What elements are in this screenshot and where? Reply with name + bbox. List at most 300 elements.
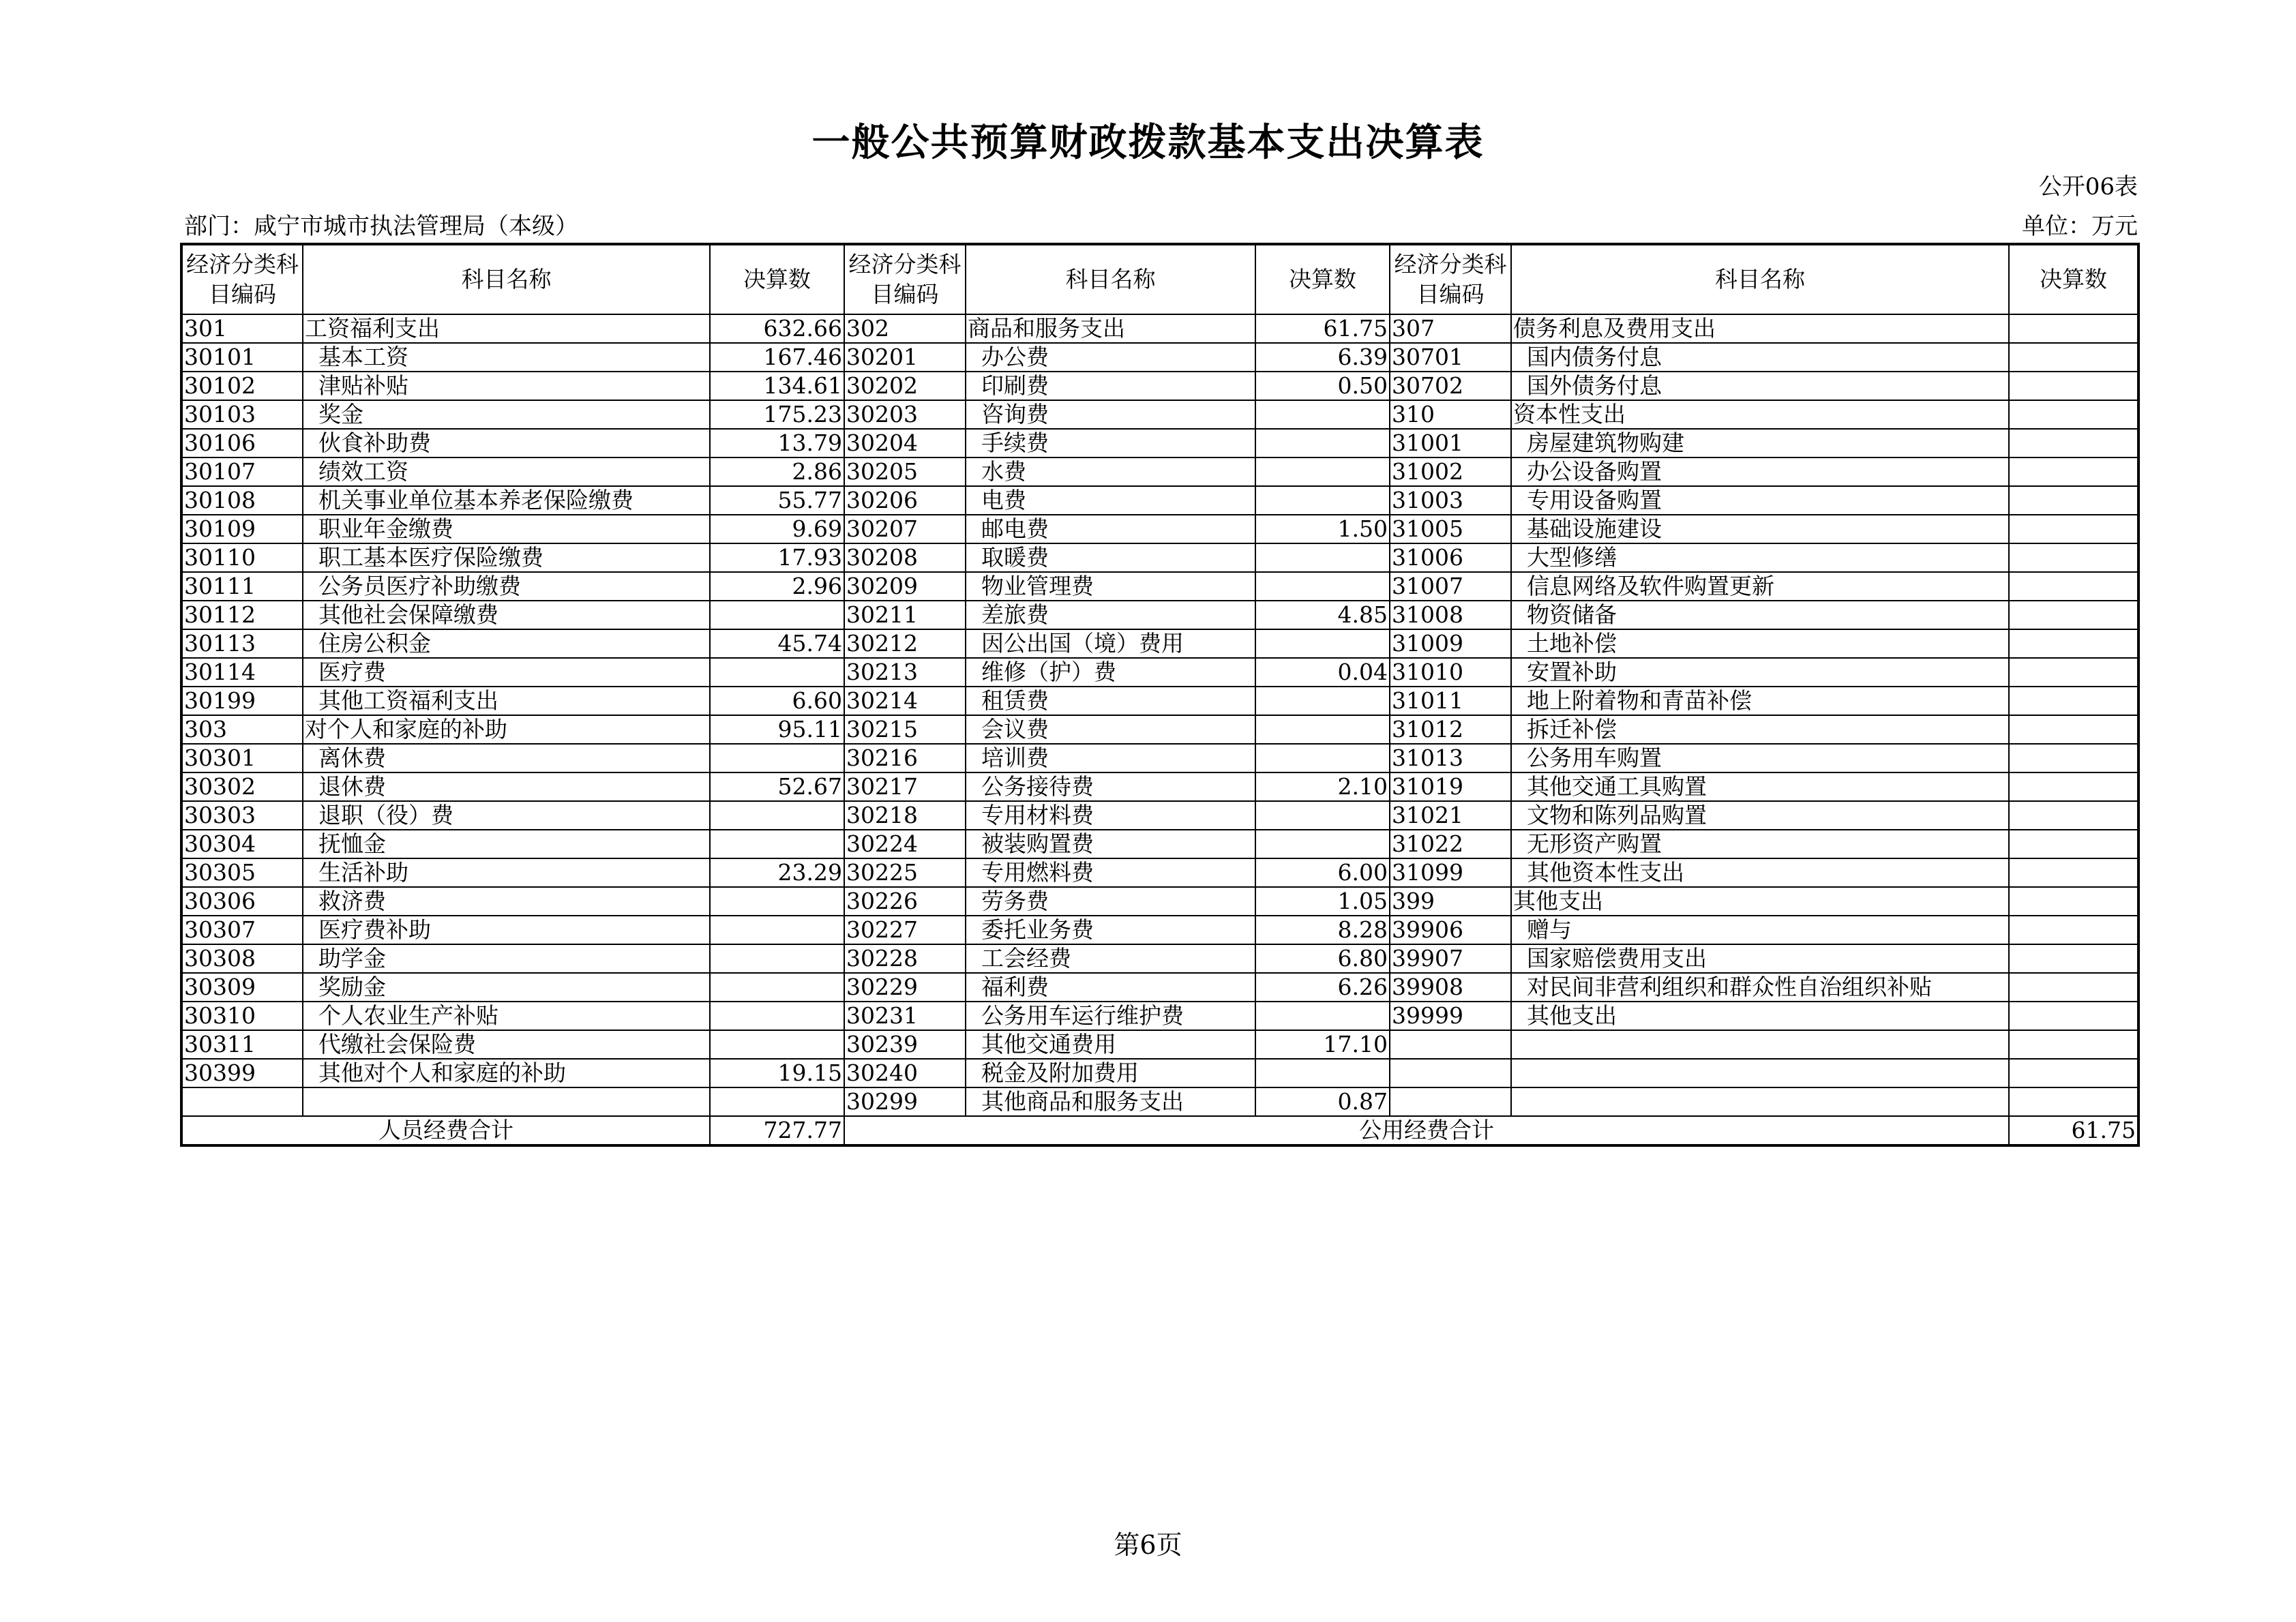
code-cell-1 — [181, 1087, 303, 1116]
code-cell-1: 30113 — [181, 629, 303, 658]
table-row — [181, 687, 2138, 715]
table-row — [181, 400, 2138, 429]
code-cell-1: 30306 — [181, 887, 303, 916]
name-cell-2: 专用材料费 — [966, 801, 1255, 830]
code-cell-3 — [1390, 1059, 1511, 1087]
code-cell-1: 30199 — [181, 687, 303, 715]
amount-cell-1 — [710, 973, 844, 1002]
code-cell-3: 31013 — [1390, 744, 1511, 772]
name-cell-2: 印刷费 — [966, 372, 1255, 400]
name-cell-1: 其他对个人和家庭的补助 — [303, 1059, 710, 1087]
code-cell-3: 31005 — [1390, 515, 1511, 543]
code-cell-1: 30302 — [181, 772, 303, 801]
table-id: 公开06表 — [2038, 173, 2138, 200]
table-row — [181, 457, 2138, 486]
name-cell-3: 土地补偿 — [1511, 629, 2009, 658]
code-cell-2: 30231 — [844, 1002, 966, 1030]
amount-cell-3 — [2009, 801, 2138, 830]
amount-cell-1: 632.66 — [710, 314, 844, 343]
table-row — [181, 429, 2138, 457]
code-cell-3: 31009 — [1390, 629, 1511, 658]
amount-cell-1 — [710, 1002, 844, 1030]
amount-cell-3 — [2009, 572, 2138, 601]
amount-cell-1 — [710, 887, 844, 916]
code-cell-2: 302 — [844, 314, 966, 343]
name-cell-3: 其他支出 — [1511, 887, 2009, 916]
amount-cell-3 — [2009, 486, 2138, 515]
name-cell-2: 水费 — [966, 457, 1255, 486]
amount-cell-2: 1.50 — [1255, 515, 1390, 543]
code-cell-2: 30224 — [844, 830, 966, 858]
name-cell-3: 信息网络及软件购置更新 — [1511, 572, 2009, 601]
page-title: 一般公共预算财政拨款基本支出决算表 — [811, 120, 1485, 165]
amount-cell-1: 175.23 — [710, 400, 844, 429]
amount-cell-1: 45.74 — [710, 629, 844, 658]
table-row — [181, 486, 2138, 515]
table-row — [181, 858, 2138, 887]
code-cell-2: 30239 — [844, 1030, 966, 1059]
name-cell-1: 公务员医疗补助缴费 — [303, 572, 710, 601]
code-cell-2: 30229 — [844, 973, 966, 1002]
name-cell-2: 劳务费 — [966, 887, 1255, 916]
name-cell-1: 其他社会保障缴费 — [303, 601, 710, 629]
table-row — [181, 515, 2138, 543]
table-row — [181, 343, 2138, 372]
code-cell-1: 30101 — [181, 343, 303, 372]
code-cell-1: 30102 — [181, 372, 303, 400]
amount-cell-1 — [710, 830, 844, 858]
page-number: 第6页 — [1114, 1530, 1182, 1560]
name-cell-3 — [1511, 1087, 2009, 1116]
code-cell-2: 30209 — [844, 572, 966, 601]
name-cell-1: 医疗费补助 — [303, 916, 710, 944]
name-cell-2: 会议费 — [966, 715, 1255, 744]
name-cell-1: 基本工资 — [303, 343, 710, 372]
expenditure-table — [180, 243, 2140, 1147]
header-row — [181, 244, 2138, 314]
amount-cell-2: 0.87 — [1255, 1087, 1390, 1116]
amount-cell-3 — [2009, 1030, 2138, 1059]
amount-cell-3 — [2009, 372, 2138, 400]
name-cell-1: 医疗费 — [303, 658, 710, 687]
name-cell-2: 取暖费 — [966, 543, 1255, 572]
amount-cell-3 — [2009, 1087, 2138, 1116]
amount-cell-2: 4.85 — [1255, 601, 1390, 629]
amount-cell-1: 52.67 — [710, 772, 844, 801]
code-cell-3: 30701 — [1390, 343, 1511, 372]
code-cell-2: 30228 — [844, 944, 966, 973]
code-cell-1: 30305 — [181, 858, 303, 887]
amount-cell-2: 0.04 — [1255, 658, 1390, 687]
amount-cell-1 — [710, 744, 844, 772]
name-cell-1: 个人农业生产补贴 — [303, 1002, 710, 1030]
amount-cell-2 — [1255, 400, 1390, 429]
amount-cell-2: 6.39 — [1255, 343, 1390, 372]
code-cell-2: 30205 — [844, 457, 966, 486]
code-cell-1: 301 — [181, 314, 303, 343]
name-cell-1: 津贴补贴 — [303, 372, 710, 400]
amount-cell-1: 2.96 — [710, 572, 844, 601]
table-row — [181, 1059, 2138, 1087]
code-cell-3: 39906 — [1390, 916, 1511, 944]
amount-cell-2: 8.28 — [1255, 916, 1390, 944]
code-cell-1: 30114 — [181, 658, 303, 687]
name-cell-3: 大型修缮 — [1511, 543, 2009, 572]
code-cell-3: 399 — [1390, 887, 1511, 916]
code-cell-1: 30311 — [181, 1030, 303, 1059]
code-cell-2: 30212 — [844, 629, 966, 658]
amount-cell-3 — [2009, 343, 2138, 372]
header-amount-2: 决算数 — [1255, 244, 1390, 314]
name-cell-2: 委托业务费 — [966, 916, 1255, 944]
amount-cell-3 — [2009, 429, 2138, 457]
name-cell-3 — [1511, 1030, 2009, 1059]
amount-cell-2: 6.80 — [1255, 944, 1390, 973]
amount-cell-1: 23.29 — [710, 858, 844, 887]
name-cell-3: 其他支出 — [1511, 1002, 2009, 1030]
amount-cell-2 — [1255, 572, 1390, 601]
amount-cell-2 — [1255, 1002, 1390, 1030]
code-cell-3: 31003 — [1390, 486, 1511, 515]
name-cell-3: 专用设备购置 — [1511, 486, 2009, 515]
amount-cell-3 — [2009, 457, 2138, 486]
table-row — [181, 801, 2138, 830]
table-row — [181, 944, 2138, 973]
name-cell-3: 其他交通工具购置 — [1511, 772, 2009, 801]
code-cell-2: 30203 — [844, 400, 966, 429]
name-cell-3: 安置补助 — [1511, 658, 2009, 687]
amount-cell-3 — [2009, 744, 2138, 772]
name-cell-2: 咨询费 — [966, 400, 1255, 429]
code-cell-2: 30204 — [844, 429, 966, 457]
code-cell-3: 31021 — [1390, 801, 1511, 830]
name-cell-2: 租赁费 — [966, 687, 1255, 715]
name-cell-3: 国内债务付息 — [1511, 343, 2009, 372]
code-cell-3: 31019 — [1390, 772, 1511, 801]
code-cell-2: 30217 — [844, 772, 966, 801]
code-cell-2: 30215 — [844, 715, 966, 744]
amount-cell-1: 167.46 — [710, 343, 844, 372]
name-cell-2: 办公费 — [966, 343, 1255, 372]
table-row — [181, 372, 2138, 400]
code-cell-1: 303 — [181, 715, 303, 744]
code-cell-1: 30111 — [181, 572, 303, 601]
code-cell-2: 30216 — [844, 744, 966, 772]
amount-cell-1 — [710, 1087, 844, 1116]
code-cell-3 — [1390, 1087, 1511, 1116]
code-cell-2: 30206 — [844, 486, 966, 515]
header-name-1: 科目名称 — [303, 244, 710, 314]
amount-cell-1 — [710, 916, 844, 944]
totals-row — [181, 1116, 2138, 1145]
amount-cell-3 — [2009, 400, 2138, 429]
amount-cell-2: 17.10 — [1255, 1030, 1390, 1059]
name-cell-1: 代缴社会保险费 — [303, 1030, 710, 1059]
name-cell-1: 离休费 — [303, 744, 710, 772]
code-cell-1: 30307 — [181, 916, 303, 944]
name-cell-2: 商品和服务支出 — [966, 314, 1255, 343]
name-cell-1: 助学金 — [303, 944, 710, 973]
amount-cell-3 — [2009, 887, 2138, 916]
table-row — [181, 1030, 2138, 1059]
code-cell-3: 30702 — [1390, 372, 1511, 400]
code-cell-1: 30399 — [181, 1059, 303, 1087]
name-cell-3: 其他资本性支出 — [1511, 858, 2009, 887]
amount-cell-1: 134.61 — [710, 372, 844, 400]
amount-cell-1: 17.93 — [710, 543, 844, 572]
amount-cell-3 — [2009, 1002, 2138, 1030]
code-cell-3: 31099 — [1390, 858, 1511, 887]
code-cell-1: 30109 — [181, 515, 303, 543]
code-cell-3: 31012 — [1390, 715, 1511, 744]
name-cell-3: 资本性支出 — [1511, 400, 2009, 429]
name-cell-1: 职工基本医疗保险缴费 — [303, 543, 710, 572]
table-row — [181, 629, 2138, 658]
amount-cell-2 — [1255, 543, 1390, 572]
code-cell-3: 31022 — [1390, 830, 1511, 858]
code-cell-3: 31006 — [1390, 543, 1511, 572]
header-code-3: 经济分类科目编码 — [1390, 244, 1511, 314]
code-cell-2: 30240 — [844, 1059, 966, 1087]
name-cell-2: 物业管理费 — [966, 572, 1255, 601]
code-cell-1: 30308 — [181, 944, 303, 973]
table-row — [181, 543, 2138, 572]
amount-cell-2 — [1255, 801, 1390, 830]
amount-cell-2: 61.75 — [1255, 314, 1390, 343]
code-cell-3: 39908 — [1390, 973, 1511, 1002]
code-cell-1: 30309 — [181, 973, 303, 1002]
code-cell-2: 30225 — [844, 858, 966, 887]
table-row — [181, 314, 2138, 343]
name-cell-1: 对个人和家庭的补助 — [303, 715, 710, 744]
amount-cell-2 — [1255, 629, 1390, 658]
name-cell-2: 手续费 — [966, 429, 1255, 457]
name-cell-2: 因公出国（境）费用 — [966, 629, 1255, 658]
code-cell-3: 310 — [1390, 400, 1511, 429]
amount-cell-1 — [710, 801, 844, 830]
table-row — [181, 601, 2138, 629]
table-row — [181, 572, 2138, 601]
table-row — [181, 744, 2138, 772]
name-cell-3: 公务用车购置 — [1511, 744, 2009, 772]
name-cell-1: 职业年金缴费 — [303, 515, 710, 543]
department-label: 部门：咸宁市城市执法管理局（本级） — [184, 213, 578, 240]
code-cell-2: 30227 — [844, 916, 966, 944]
amount-cell-1 — [710, 601, 844, 629]
name-cell-3: 地上附着物和青苗补偿 — [1511, 687, 2009, 715]
amount-cell-2 — [1255, 715, 1390, 744]
name-cell-3: 国家赔偿费用支出 — [1511, 944, 2009, 973]
name-cell-3: 债务利息及费用支出 — [1511, 314, 2009, 343]
unit-label: 单位：万元 — [2022, 213, 2138, 240]
code-cell-1: 30310 — [181, 1002, 303, 1030]
code-cell-1: 30106 — [181, 429, 303, 457]
amount-cell-1: 2.86 — [710, 457, 844, 486]
code-cell-2: 30299 — [844, 1087, 966, 1116]
code-cell-1: 30110 — [181, 543, 303, 572]
table-row — [181, 772, 2138, 801]
code-cell-2: 30211 — [844, 601, 966, 629]
name-cell-1: 绩效工资 — [303, 457, 710, 486]
amount-cell-3 — [2009, 944, 2138, 973]
public-total-label: 公用经费合计 — [844, 1116, 2009, 1145]
code-cell-3: 31010 — [1390, 658, 1511, 687]
code-cell-3: 39999 — [1390, 1002, 1511, 1030]
amount-cell-3 — [2009, 830, 2138, 858]
personnel-total-label: 人员经费合计 — [181, 1116, 710, 1145]
code-cell-2: 30226 — [844, 887, 966, 916]
name-cell-2: 专用燃料费 — [966, 858, 1255, 887]
amount-cell-3 — [2009, 314, 2138, 343]
name-cell-1: 奖励金 — [303, 973, 710, 1002]
amount-cell-2: 6.26 — [1255, 973, 1390, 1002]
name-cell-2: 电费 — [966, 486, 1255, 515]
name-cell-1: 退职（役）费 — [303, 801, 710, 830]
name-cell-1: 机关事业单位基本养老保险缴费 — [303, 486, 710, 515]
code-cell-3: 307 — [1390, 314, 1511, 343]
header-code-2: 经济分类科目编码 — [844, 244, 966, 314]
amount-cell-1: 6.60 — [710, 687, 844, 715]
code-cell-3: 31001 — [1390, 429, 1511, 457]
table-row — [181, 658, 2138, 687]
amount-cell-2 — [1255, 486, 1390, 515]
name-cell-2: 差旅费 — [966, 601, 1255, 629]
amount-cell-3 — [2009, 1059, 2138, 1087]
name-cell-3: 办公设备购置 — [1511, 457, 2009, 486]
amount-cell-3 — [2009, 687, 2138, 715]
amount-cell-1: 9.69 — [710, 515, 844, 543]
name-cell-1: 退休费 — [303, 772, 710, 801]
code-cell-1: 30103 — [181, 400, 303, 429]
name-cell-2: 税金及附加费用 — [966, 1059, 1255, 1087]
name-cell-3: 国外债务付息 — [1511, 372, 2009, 400]
amount-cell-1 — [710, 1030, 844, 1059]
amount-cell-2 — [1255, 429, 1390, 457]
name-cell-3: 对民间非营利组织和群众性自治组织补贴 — [1511, 973, 2009, 1002]
name-cell-2: 工会经费 — [966, 944, 1255, 973]
code-cell-1: 30303 — [181, 801, 303, 830]
amount-cell-3 — [2009, 658, 2138, 687]
name-cell-3 — [1511, 1059, 2009, 1087]
table-row — [181, 916, 2138, 944]
name-cell-1: 奖金 — [303, 400, 710, 429]
name-cell-1 — [303, 1087, 710, 1116]
code-cell-3 — [1390, 1030, 1511, 1059]
name-cell-1: 伙食补助费 — [303, 429, 710, 457]
header-amount-3: 决算数 — [2009, 244, 2138, 314]
name-cell-2: 维修（护）费 — [966, 658, 1255, 687]
name-cell-2: 公务用车运行维护费 — [966, 1002, 1255, 1030]
amount-cell-3 — [2009, 858, 2138, 887]
header-code-1: 经济分类科目编码 — [181, 244, 303, 314]
public-total-value: 61.75 — [2009, 1116, 2138, 1145]
header-amount-1: 决算数 — [710, 244, 844, 314]
name-cell-2: 福利费 — [966, 973, 1255, 1002]
name-cell-2: 邮电费 — [966, 515, 1255, 543]
code-cell-3: 31008 — [1390, 601, 1511, 629]
table-row — [181, 973, 2138, 1002]
code-cell-2: 30201 — [844, 343, 966, 372]
code-cell-3: 31011 — [1390, 687, 1511, 715]
name-cell-1: 抚恤金 — [303, 830, 710, 858]
name-cell-3: 基础设施建设 — [1511, 515, 2009, 543]
table-row — [181, 830, 2138, 858]
amount-cell-1 — [710, 658, 844, 687]
amount-cell-3 — [2009, 772, 2138, 801]
name-cell-1: 其他工资福利支出 — [303, 687, 710, 715]
amount-cell-3 — [2009, 515, 2138, 543]
table-body — [181, 314, 2138, 1116]
name-cell-2: 公务接待费 — [966, 772, 1255, 801]
amount-cell-2: 1.05 — [1255, 887, 1390, 916]
amount-cell-3 — [2009, 916, 2138, 944]
code-cell-2: 30218 — [844, 801, 966, 830]
name-cell-1: 生活补助 — [303, 858, 710, 887]
amount-cell-3 — [2009, 629, 2138, 658]
amount-cell-3 — [2009, 973, 2138, 1002]
amount-cell-1 — [710, 944, 844, 973]
code-cell-2: 30213 — [844, 658, 966, 687]
code-cell-1: 30301 — [181, 744, 303, 772]
name-cell-1: 救济费 — [303, 887, 710, 916]
amount-cell-2: 2.10 — [1255, 772, 1390, 801]
code-cell-1: 30108 — [181, 486, 303, 515]
name-cell-2: 其他交通费用 — [966, 1030, 1255, 1059]
amount-cell-2: 0.50 — [1255, 372, 1390, 400]
code-cell-1: 30304 — [181, 830, 303, 858]
amount-cell-2 — [1255, 1059, 1390, 1087]
table-row — [181, 1087, 2138, 1116]
header-name-2: 科目名称 — [966, 244, 1255, 314]
code-cell-1: 30107 — [181, 457, 303, 486]
name-cell-3: 拆迁补偿 — [1511, 715, 2009, 744]
code-cell-1: 30112 — [181, 601, 303, 629]
amount-cell-3 — [2009, 715, 2138, 744]
amount-cell-1: 13.79 — [710, 429, 844, 457]
amount-cell-2 — [1255, 744, 1390, 772]
code-cell-3: 31002 — [1390, 457, 1511, 486]
name-cell-1: 工资福利支出 — [303, 314, 710, 343]
name-cell-3: 物资储备 — [1511, 601, 2009, 629]
code-cell-3: 31007 — [1390, 572, 1511, 601]
name-cell-3: 赠与 — [1511, 916, 2009, 944]
amount-cell-1: 95.11 — [710, 715, 844, 744]
amount-cell-2: 6.00 — [1255, 858, 1390, 887]
amount-cell-2 — [1255, 687, 1390, 715]
name-cell-3: 房屋建筑物购建 — [1511, 429, 2009, 457]
amount-cell-2 — [1255, 457, 1390, 486]
name-cell-2: 其他商品和服务支出 — [966, 1087, 1255, 1116]
amount-cell-3 — [2009, 601, 2138, 629]
amount-cell-1: 19.15 — [710, 1059, 844, 1087]
amount-cell-3 — [2009, 543, 2138, 572]
name-cell-2: 培训费 — [966, 744, 1255, 772]
name-cell-1: 住房公积金 — [303, 629, 710, 658]
code-cell-2: 30202 — [844, 372, 966, 400]
table-row — [181, 1002, 2138, 1030]
table-row — [181, 887, 2138, 916]
table-row — [181, 715, 2138, 744]
name-cell-3: 文物和陈列品购置 — [1511, 801, 2009, 830]
personnel-total-value: 727.77 — [710, 1116, 844, 1145]
code-cell-2: 30208 — [844, 543, 966, 572]
header-name-3: 科目名称 — [1511, 244, 2009, 314]
amount-cell-1: 55.77 — [710, 486, 844, 515]
name-cell-2: 被装购置费 — [966, 830, 1255, 858]
code-cell-3: 39907 — [1390, 944, 1511, 973]
code-cell-2: 30207 — [844, 515, 966, 543]
amount-cell-2 — [1255, 830, 1390, 858]
